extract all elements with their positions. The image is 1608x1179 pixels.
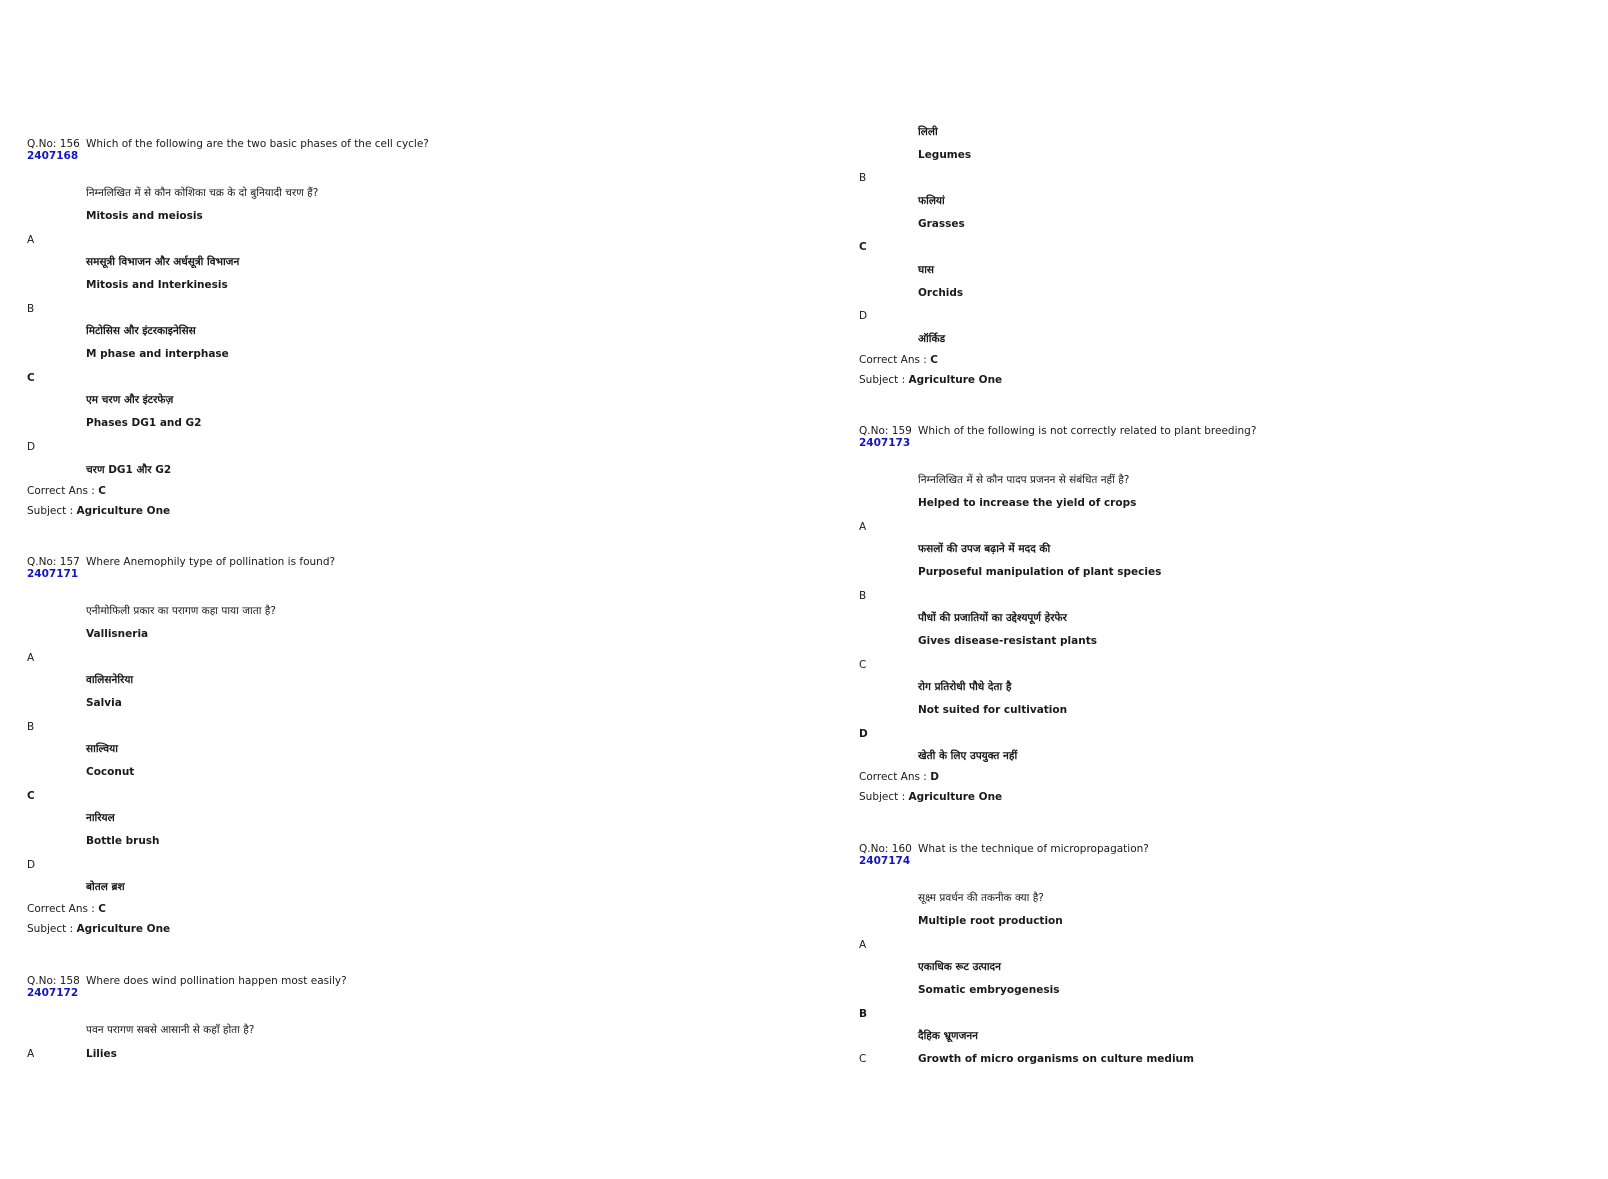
option-c-hi: रोग प्रतिरोधी पौधे देता है xyxy=(918,681,1012,693)
question-number: Q.No: 158 xyxy=(27,975,80,987)
option-c-label: C xyxy=(859,241,867,253)
option-c-hi: एम चरण और इंटरफेज़ xyxy=(86,394,174,406)
option-d-label: D xyxy=(27,441,36,453)
option-c-en: Growth of micro organisms on culture medium xyxy=(918,1053,1194,1065)
option-c-label: C xyxy=(859,659,867,671)
option-c-label: C xyxy=(27,372,35,384)
option-b-en: Mitosis and Interkinesis xyxy=(86,279,228,291)
option-a-label: A xyxy=(859,521,867,533)
option-c-en: Gives disease-resistant plants xyxy=(918,635,1097,647)
subject: Subject : Agriculture One xyxy=(27,923,171,935)
option-d-hi: चरण DG1 और G2 xyxy=(86,464,172,476)
question-id: 2407171 xyxy=(27,568,79,580)
option-b-label: B xyxy=(859,172,867,184)
question-text-en: Which of the following are the two basic phases of the cell cycle? xyxy=(86,138,429,150)
question-number: Q.No: 160 xyxy=(859,843,912,855)
question-number: Q.No: 157 xyxy=(27,556,80,568)
question-text-hi: निम्नलिखित में से कौन पादप प्रजनन से संबंधित नहीं है? xyxy=(918,474,1130,486)
option-d-en: Phases DG1 and G2 xyxy=(86,417,202,429)
option-c-en: Grasses xyxy=(918,218,965,230)
option-c-label: C xyxy=(859,1053,867,1065)
question-text-hi: निम्नलिखित में से कौन कोशिका चक्र के दो बुनियादी चरण हैं? xyxy=(86,187,319,199)
option-c-hi: नारियल xyxy=(86,812,115,824)
correct-answer: Correct Ans : C xyxy=(859,354,938,366)
option-a-hi: फसलों की उपज बढ़ाने में मदद की xyxy=(918,543,1051,555)
option-c-en: M phase and interphase xyxy=(86,348,229,360)
option-d-hi: बोतल ब्रश xyxy=(86,881,125,893)
subject: Subject : Agriculture One xyxy=(27,505,171,517)
option-b-label: B xyxy=(859,1008,868,1020)
option-b-hi: फलियां xyxy=(918,195,945,207)
subject: Subject : Agriculture One xyxy=(859,374,1003,386)
option-d-hi: ऑर्किड xyxy=(918,333,946,345)
question-text-en: Which of the following is not correctly related to plant breeding? xyxy=(918,425,1257,437)
option-a-en: Vallisneria xyxy=(86,628,149,640)
option-a-hi: वालिसनेरिया xyxy=(86,674,134,686)
question-text-hi: सूक्ष्म प्रवर्धन की तकनीक क्या है? xyxy=(918,892,1044,904)
option-c-label: C xyxy=(27,790,35,802)
option-a-hi: एकाधिक रूट उत्पादन xyxy=(918,961,1001,973)
option-d-hi: खेती के लिए उपयुक्त नहीं xyxy=(918,750,1018,762)
option-b-en: Somatic embryogenesis xyxy=(918,984,1060,996)
option-b-label: B xyxy=(27,721,35,733)
option-b-hi: दैहिक भ्रूणजनन xyxy=(918,1030,979,1042)
option-b-en: Legumes xyxy=(918,149,972,161)
option-a-label: A xyxy=(859,939,867,951)
option-a-en: Multiple root production xyxy=(918,915,1063,927)
question-id: 2407174 xyxy=(859,855,911,867)
option-d-en: Orchids xyxy=(918,287,964,299)
option-b-hi: मिटोसिस और इंटरकाइनेसिस xyxy=(86,325,196,337)
option-a-en: Helped to increase the yield of crops xyxy=(918,497,1137,509)
option-a-hi: लिली xyxy=(918,126,938,138)
option-a-en: Lilies xyxy=(86,1048,117,1060)
correct-answer: Correct Ans : D xyxy=(859,771,939,783)
subject: Subject : Agriculture One xyxy=(859,791,1003,803)
question-number: Q.No: 156 xyxy=(27,138,80,150)
question-text-en: Where Anemophily type of pollination is found? xyxy=(86,556,336,568)
option-a-label: A xyxy=(27,234,35,246)
option-b-hi: साल्विया xyxy=(86,743,118,755)
correct-answer: Correct Ans : C xyxy=(27,903,106,915)
option-b-en: Purposeful manipulation of plant species xyxy=(918,566,1162,578)
question-number: Q.No: 159 xyxy=(859,425,912,437)
option-a-hi: समसूत्री विभाजन और अर्धसूत्री विभाजन xyxy=(86,256,240,268)
question-text-en: What is the technique of micropropagation? xyxy=(918,843,1149,855)
question-id: 2407172 xyxy=(27,987,79,999)
option-a-label: A xyxy=(27,652,35,664)
option-d-label: D xyxy=(859,310,868,322)
question-text-hi: एनीमोफिली प्रकार का परागण कहा पाया जाता है? xyxy=(86,605,276,617)
option-b-en: Salvia xyxy=(86,697,122,709)
option-d-en: Bottle brush xyxy=(86,835,160,847)
option-d-label: D xyxy=(27,859,36,871)
question-text-hi: पवन परागण सबसे आसानी से कहाँ होता है? xyxy=(86,1024,255,1036)
question-text-en: Where does wind pollination happen most easily? xyxy=(86,975,347,987)
option-c-en: Coconut xyxy=(86,766,135,778)
option-d-en: Not suited for cultivation xyxy=(918,704,1068,716)
option-d-label: D xyxy=(859,728,868,740)
option-b-label: B xyxy=(859,590,867,602)
question-id: 2407168 xyxy=(27,150,79,162)
option-a-en: Mitosis and meiosis xyxy=(86,210,203,222)
option-a-label: A xyxy=(27,1048,35,1060)
question-id: 2407173 xyxy=(859,437,911,449)
option-b-hi: पौधों की प्रजातियों का उद्देश्यपूर्ण हेरफेर xyxy=(918,612,1067,624)
correct-answer: Correct Ans : C xyxy=(27,485,106,497)
option-c-hi: घास xyxy=(918,264,935,276)
option-b-label: B xyxy=(27,303,35,315)
